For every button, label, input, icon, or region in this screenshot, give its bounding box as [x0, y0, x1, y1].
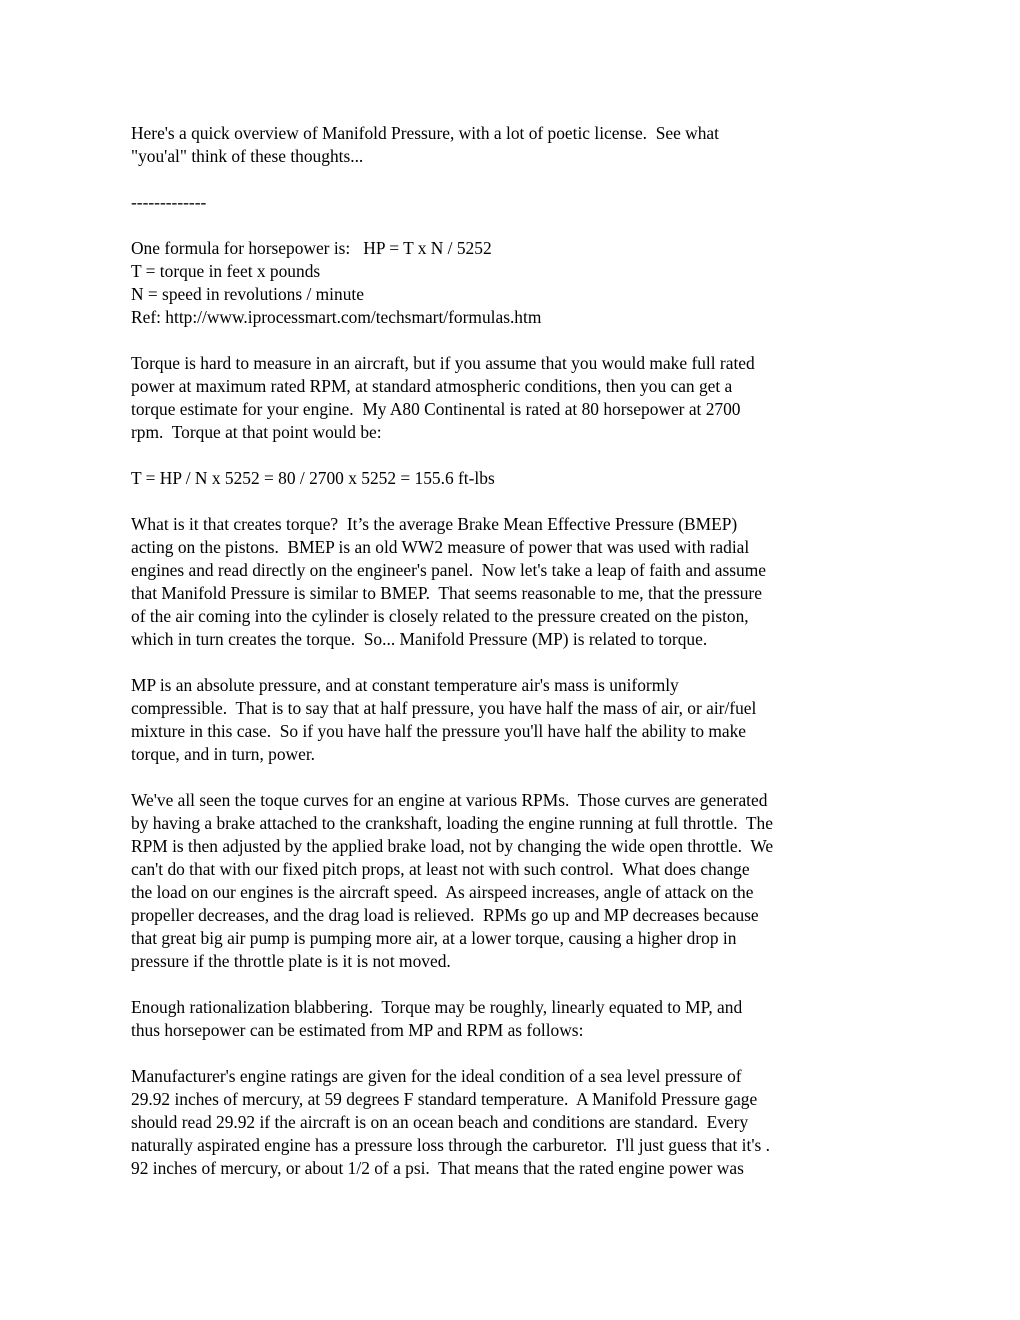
paragraph-bmep: [131, 513, 891, 651]
text-line: torque, and in turn, power.: [131, 744, 316, 764]
text-line: that great big air pump is pumping more air, at a lower torque, causing a higher drop in: [131, 928, 737, 948]
text-line: thus horsepower can be estimated from MP and RPM as follows:: [131, 1020, 584, 1040]
text-line: the load on our engines is the aircraft speed. As airspeed increases, angle of attack on the: [131, 882, 754, 902]
text-line: One formula for horsepower is: HP = T x N / 5252: [131, 238, 492, 258]
text-line: which in turn creates the torque. So... Manifold Pressure (MP) is related to torque.: [131, 629, 708, 649]
text-line: Manufacturer's engine ratings are given for the ideal condition of a sea level pressure of: [131, 1066, 742, 1086]
text-line: naturally aspirated engine has a pressure loss through the carburetor. I'll just guess that it's .: [131, 1135, 770, 1155]
paragraph-formula: [131, 237, 891, 329]
document-body: [131, 122, 891, 1203]
text-line: can't do that with our fixed pitch props, at least not with such control. What does change: [131, 859, 750, 879]
text-line: torque estimate for your engine. My A80 Continental is rated at 80 horsepower at 2700: [131, 399, 741, 419]
paragraph-intro: [131, 122, 891, 168]
text-line: 92 inches of mercury, or about 1/2 of a psi. That means that the rated engine power was: [131, 1158, 744, 1178]
paragraph-curves: [131, 789, 891, 973]
text-line: N = speed in revolutions / minute: [131, 284, 364, 304]
text-line: of the air coming into the cylinder is closely related to the pressure created on the piston,: [131, 606, 749, 626]
text-line: pressure if the throttle plate is it is not moved.: [131, 951, 451, 971]
text-line: compressible. That is to say that at half pressure, you have half the mass of air, or air/fuel: [131, 698, 757, 718]
text-line: 29.92 inches of mercury, at 59 degrees F standard temperature. A Manifold Pressure gage: [131, 1089, 758, 1109]
text-line: Here's a quick overview of Manifold Pressure, with a lot of poetic license. See what: [131, 123, 719, 143]
paragraph-mp: [131, 674, 891, 766]
text-line: should read 29.92 if the aircraft is on an ocean beach and conditions are standard. Every: [131, 1112, 749, 1132]
text-line: What is it that creates torque? It’s the average Brake Mean Effective Pressure (BMEP): [131, 514, 738, 534]
text-line: mixture in this case. So if you have half the pressure you'll have half the ability to make: [131, 721, 747, 741]
text-line: "you'al" think of these thoughts...: [131, 146, 364, 166]
text-line: We've all seen the toque curves for an engine at various RPMs. Those curves are generated: [131, 790, 768, 810]
text-line: rpm. Torque at that point would be:: [131, 422, 382, 442]
text-line: engines and read directly on the engineer's panel. Now let's take a leap of faith and assume: [131, 560, 766, 580]
text-line: that Manifold Pressure is similar to BMEP. That seems reasonable to me, that the pressure: [131, 583, 762, 603]
separator: [131, 191, 891, 214]
paragraph-rationalization: [131, 996, 891, 1042]
paragraph-ratings: [131, 1065, 891, 1180]
paragraph-torque-calc: [131, 467, 891, 490]
text-line: by having a brake attached to the crankshaft, loading the engine running at full throttle. The: [131, 813, 773, 833]
text-line: T = torque in feet x pounds: [131, 261, 321, 281]
separator-line: -------------: [131, 192, 207, 212]
text-line: propeller decreases, and the drag load is relieved. RPMs go up and MP decreases because: [131, 905, 759, 925]
text-line: Torque is hard to measure in an aircraft, but if you assume that you would make full rated: [131, 353, 755, 373]
paragraph-torque: [131, 352, 891, 444]
reference-line: Ref: http://www.iprocessmart.com/techsmart/formulas.htm: [131, 307, 542, 327]
text-line: RPM is then adjusted by the applied brake load, not by changing the wide open throttle. We: [131, 836, 774, 856]
text-line: acting on the pistons. BMEP is an old WW2 measure of power that was used with radial: [131, 537, 750, 557]
text-line: power at maximum rated RPM, at standard atmospheric conditions, then you can get a: [131, 376, 733, 396]
equation-line: T = HP / N x 5252 = 80 / 2700 x 5252 = 155.6 ft-lbs: [131, 468, 495, 488]
text-line: MP is an absolute pressure, and at constant temperature air's mass is uniformly: [131, 675, 679, 695]
text-line: Enough rationalization blabbering. Torque may be roughly, linearly equated to MP, and: [131, 997, 743, 1017]
